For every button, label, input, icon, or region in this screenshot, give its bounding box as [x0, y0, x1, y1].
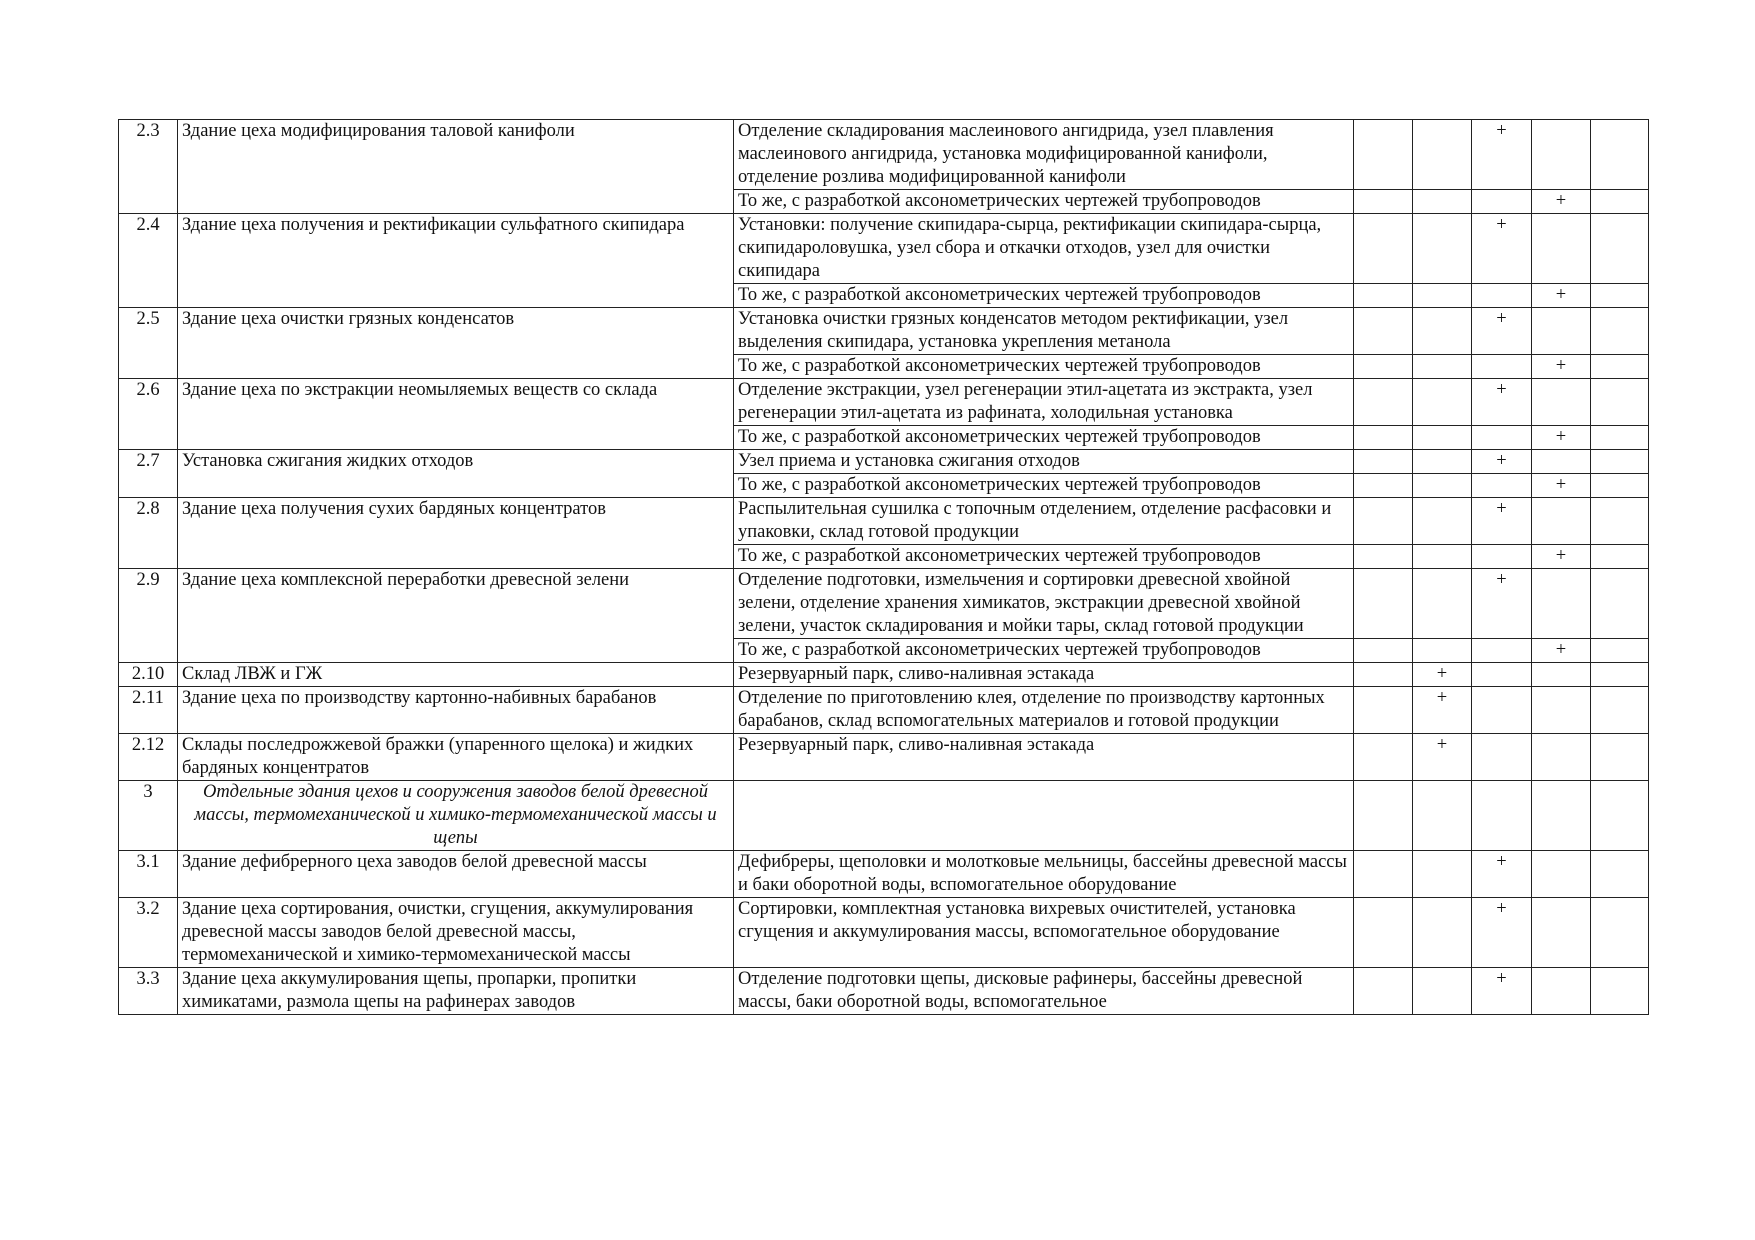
composition-description: Распылительная сушилка с топочным отделением, отделение расфасовки и упаковки, склад готовой продукции	[734, 498, 1354, 545]
mark-cell-3	[1472, 639, 1532, 663]
building-name: Здание дефибрерного цеха заводов белой древесной массы	[178, 851, 734, 898]
mark-cell-4	[1532, 687, 1591, 734]
mark-cell-3	[1472, 474, 1532, 498]
building-name: Склады последрожжевой бражки (упаренного щелока) и жидких бардяных концентратов	[178, 734, 734, 781]
composition-description: То же, с разработкой аксонометрических чертежей трубопроводов	[734, 284, 1354, 308]
mark-cell-2	[1413, 379, 1472, 426]
mark-cell-1	[1354, 663, 1413, 687]
mark-cell-2	[1413, 569, 1472, 639]
table-row	[119, 214, 1649, 284]
row-number: 3.1	[119, 851, 178, 898]
composition-description: То же, с разработкой аксонометрических чертежей трубопроводов	[734, 355, 1354, 379]
mark-cell-3: +	[1472, 569, 1532, 639]
mark-cell-5	[1591, 851, 1649, 898]
mark-cell-2: +	[1413, 687, 1472, 734]
mark-cell-5	[1591, 450, 1649, 474]
composition-description: То же, с разработкой аксонометрических чертежей трубопроводов	[734, 639, 1354, 663]
mark-cell-1	[1354, 639, 1413, 663]
table-row	[119, 569, 1649, 639]
composition-description: Сортировки, комплектная установка вихревых очистителей, установка сгущения и аккумулирования массы, вспомогательное оборудование	[734, 898, 1354, 968]
mark-cell-3	[1472, 663, 1532, 687]
composition-description: Установка очистки грязных конденсатов методом ректификации, узел выделения скипидара, установка укрепления метанола	[734, 308, 1354, 355]
mark-cell-1	[1354, 734, 1413, 781]
mark-cell-3: +	[1472, 450, 1532, 474]
mark-cell-1	[1354, 450, 1413, 474]
mark-cell-4	[1532, 968, 1591, 1015]
mark-cell-2	[1413, 308, 1472, 355]
composition-description: Отделение подготовки, измельчения и сортировки древесной хвойной зелени, отделение хранения химикатов, экстракции древесной хвойной зелени, участок складирования и мойки тары, склад готовой продукции	[734, 569, 1354, 639]
row-number: 2.10	[119, 663, 178, 687]
table-row	[119, 120, 1649, 190]
mark-cell-2	[1413, 498, 1472, 545]
mark-cell-2	[1413, 851, 1472, 898]
row-number: 2.8	[119, 498, 178, 569]
mark-cell-5	[1591, 898, 1649, 968]
building-name: Здание цеха комплексной переработки древесной зелени	[178, 569, 734, 663]
row-number: 3	[119, 781, 178, 851]
mark-cell-1	[1354, 687, 1413, 734]
row-number: 3.2	[119, 898, 178, 968]
section-title: Отдельные здания цехов и сооружения заводов белой древесной массы, термомеханической и химико-термомеханической массы и щепы	[178, 781, 734, 851]
mark-cell-2	[1413, 214, 1472, 284]
mark-cell-1	[1354, 968, 1413, 1015]
mark-cell-5	[1591, 355, 1649, 379]
mark-cell-3	[1472, 426, 1532, 450]
mark-cell-5	[1591, 379, 1649, 426]
mark-cell-3	[1472, 355, 1532, 379]
mark-cell-1	[1354, 498, 1413, 545]
mark-cell-1	[1354, 569, 1413, 639]
building-name: Установка сжигания жидких отходов	[178, 450, 734, 498]
mark-cell-5	[1591, 569, 1649, 639]
mark-cell-5	[1591, 734, 1649, 781]
table-row	[119, 663, 1649, 687]
mark-cell-2: +	[1413, 663, 1472, 687]
building-name: Здание цеха аккумулирования щепы, пропарки, пропитки химикатами, размола щепы на рафинерах заводов	[178, 968, 734, 1015]
mark-cell-3: +	[1472, 308, 1532, 355]
mark-cell-5	[1591, 687, 1649, 734]
building-name: Здание цеха получения сухих бардяных концентратов	[178, 498, 734, 569]
mark-cell-2	[1413, 190, 1472, 214]
composition-description: Отделение экстракции, узел регенерации этил-ацетата из экстракта, узел регенерации этил-ацетата из рафината, холодильная установка	[734, 379, 1354, 426]
table-row	[119, 851, 1649, 898]
composition-description	[734, 781, 1354, 851]
composition-description: Отделение подготовки щепы, дисковые рафинеры, бассейны древесной массы, баки оборотной воды, вспомогательное	[734, 968, 1354, 1015]
table-row	[119, 734, 1649, 781]
mark-cell-4	[1532, 781, 1591, 851]
mark-cell-2	[1413, 968, 1472, 1015]
row-number: 2.3	[119, 120, 178, 214]
mark-cell-4: +	[1532, 426, 1591, 450]
mark-cell-4: +	[1532, 190, 1591, 214]
mark-cell-2	[1413, 545, 1472, 569]
mark-cell-4	[1532, 663, 1591, 687]
mark-cell-4	[1532, 308, 1591, 355]
mark-cell-4	[1532, 569, 1591, 639]
composition-description: Отделение складирования маслеинового ангидрида, узел плавления маслеинового ангидрида, установка модифицированной канифоли, отделение розлива модифицированной канифоли	[734, 120, 1354, 190]
mark-cell-5	[1591, 308, 1649, 355]
mark-cell-2	[1413, 898, 1472, 968]
mark-cell-1	[1354, 851, 1413, 898]
mark-cell-3: +	[1472, 498, 1532, 545]
table-row	[119, 308, 1649, 355]
building-name: Склад ЛВЖ и ГЖ	[178, 663, 734, 687]
mark-cell-4	[1532, 898, 1591, 968]
mark-cell-1	[1354, 474, 1413, 498]
building-name: Здание цеха очистки грязных конденсатов	[178, 308, 734, 379]
building-name: Здание цеха сортирования, очистки, сгущения, аккумулирования древесной массы заводов белой древесной массы, термомеханической и химико-термомеханической массы	[178, 898, 734, 968]
table-row	[119, 450, 1649, 474]
mark-cell-5	[1591, 190, 1649, 214]
mark-cell-1	[1354, 308, 1413, 355]
mark-cell-1	[1354, 284, 1413, 308]
mark-cell-4	[1532, 450, 1591, 474]
mark-cell-4	[1532, 734, 1591, 781]
mark-cell-5	[1591, 426, 1649, 450]
mark-cell-3	[1472, 284, 1532, 308]
table-body	[119, 120, 1649, 1015]
table-row	[119, 781, 1649, 851]
mark-cell-3: +	[1472, 968, 1532, 1015]
mark-cell-1	[1354, 190, 1413, 214]
mark-cell-3: +	[1472, 898, 1532, 968]
table-row	[119, 968, 1649, 1015]
mark-cell-2	[1413, 120, 1472, 190]
mark-cell-1	[1354, 120, 1413, 190]
composition-description: Отделение по приготовлению клея, отделение по производству картонных барабанов, склад вспомогательных материалов и готовой продукции	[734, 687, 1354, 734]
mark-cell-1	[1354, 355, 1413, 379]
mark-cell-5	[1591, 120, 1649, 190]
row-number: 2.4	[119, 214, 178, 308]
table-row	[119, 687, 1649, 734]
mark-cell-5	[1591, 968, 1649, 1015]
row-number: 2.5	[119, 308, 178, 379]
row-number: 2.6	[119, 379, 178, 450]
mark-cell-4: +	[1532, 545, 1591, 569]
mark-cell-1	[1354, 379, 1413, 426]
composition-description: Дефибреры, щеполовки и молотковые мельницы, бассейны древесной массы и баки оборотной воды, вспомогательное оборудование	[734, 851, 1354, 898]
mark-cell-4	[1532, 214, 1591, 284]
composition-description: Резервуарный парк, сливо-наливная эстакада	[734, 663, 1354, 687]
mark-cell-4	[1532, 120, 1591, 190]
building-name: Здание цеха модифицирования таловой канифоли	[178, 120, 734, 214]
mark-cell-3: +	[1472, 120, 1532, 190]
composition-description: Резервуарный парк, сливо-наливная эстакада	[734, 734, 1354, 781]
composition-description: То же, с разработкой аксонометрических чертежей трубопроводов	[734, 190, 1354, 214]
mark-cell-4: +	[1532, 355, 1591, 379]
composition-description: Установки: получение скипидара-сырца, ректификации скипидара-сырца, скипидароловушка, узел сбора и откачки отходов, узел для очистки скипидара	[734, 214, 1354, 284]
mark-cell-2	[1413, 355, 1472, 379]
mark-cell-1	[1354, 426, 1413, 450]
mark-cell-2: +	[1413, 734, 1472, 781]
mark-cell-4: +	[1532, 474, 1591, 498]
composition-description: То же, с разработкой аксонометрических чертежей трубопроводов	[734, 474, 1354, 498]
mark-cell-3	[1472, 545, 1532, 569]
table-row	[119, 379, 1649, 426]
mark-cell-5	[1591, 663, 1649, 687]
mark-cell-4	[1532, 379, 1591, 426]
building-name: Здание цеха по экстракции неомыляемых веществ со склада	[178, 379, 734, 450]
mark-cell-3	[1472, 687, 1532, 734]
mark-cell-4: +	[1532, 284, 1591, 308]
mark-cell-3: +	[1472, 214, 1532, 284]
mark-cell-3: +	[1472, 851, 1532, 898]
mark-cell-3	[1472, 190, 1532, 214]
mark-cell-5	[1591, 545, 1649, 569]
mark-cell-5	[1591, 474, 1649, 498]
mark-cell-1	[1354, 214, 1413, 284]
mark-cell-4	[1532, 851, 1591, 898]
mark-cell-4	[1532, 498, 1591, 545]
specification-table	[118, 119, 1649, 1015]
composition-description: То же, с разработкой аксонометрических чертежей трубопроводов	[734, 545, 1354, 569]
row-number: 3.3	[119, 968, 178, 1015]
row-number: 2.12	[119, 734, 178, 781]
mark-cell-2	[1413, 450, 1472, 474]
building-name: Здание цеха получения и ректификации сульфатного скипидара	[178, 214, 734, 308]
mark-cell-2	[1413, 639, 1472, 663]
mark-cell-2	[1413, 426, 1472, 450]
mark-cell-4: +	[1532, 639, 1591, 663]
mark-cell-1	[1354, 781, 1413, 851]
table-row	[119, 498, 1649, 545]
mark-cell-5	[1591, 781, 1649, 851]
composition-description: Узел приема и установка сжигания отходов	[734, 450, 1354, 474]
mark-cell-5	[1591, 498, 1649, 545]
mark-cell-5	[1591, 214, 1649, 284]
row-number: 2.7	[119, 450, 178, 498]
mark-cell-5	[1591, 639, 1649, 663]
composition-description: То же, с разработкой аксонометрических чертежей трубопроводов	[734, 426, 1354, 450]
mark-cell-3	[1472, 781, 1532, 851]
building-name: Здание цеха по производству картонно-набивных барабанов	[178, 687, 734, 734]
mark-cell-5	[1591, 284, 1649, 308]
mark-cell-2	[1413, 284, 1472, 308]
mark-cell-1	[1354, 898, 1413, 968]
mark-cell-2	[1413, 781, 1472, 851]
mark-cell-1	[1354, 545, 1413, 569]
row-number: 2.9	[119, 569, 178, 663]
mark-cell-3: +	[1472, 379, 1532, 426]
row-number: 2.11	[119, 687, 178, 734]
mark-cell-2	[1413, 474, 1472, 498]
table-row	[119, 898, 1649, 968]
mark-cell-3	[1472, 734, 1532, 781]
